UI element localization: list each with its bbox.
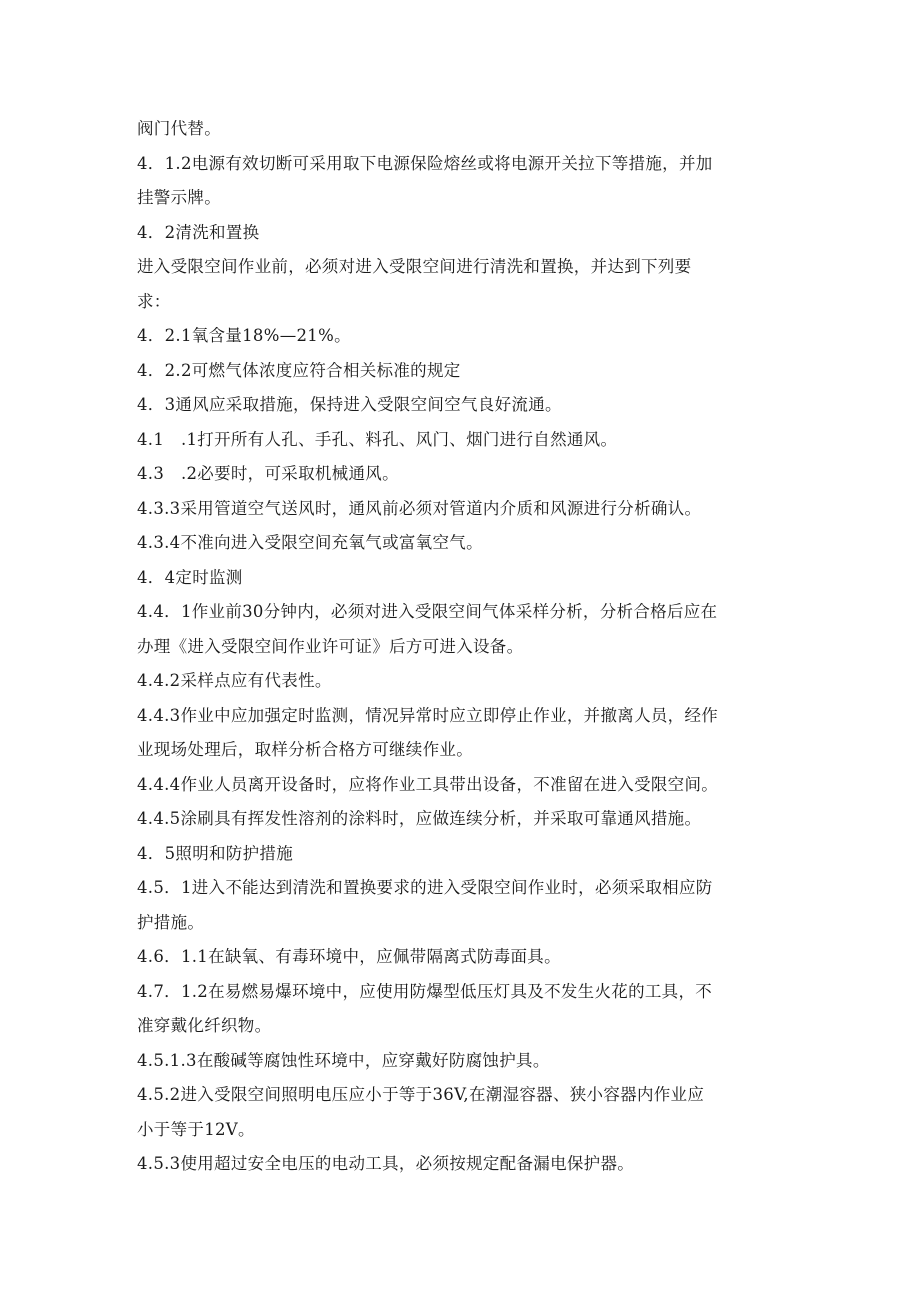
text-line: 4.5.2进入受限空间照明电压应小于等于36V,在潮湿容器、狭小容器内作业应: [137, 1085, 705, 1104]
text-line: 4.5.3使用超过安全电压的电动工具，必须按规定配备漏电保护器。: [137, 1154, 635, 1173]
text-line: 4.6．1.1在缺氧、有毒环境中，应佩带隔离式防毒面具。: [137, 947, 561, 966]
text-line: 4.3 .2必要时，可采取机械通风。: [137, 464, 399, 483]
text-line: 挂警示牌。: [137, 188, 221, 207]
text-line: 4.1 .1打开所有人孔、手孔、料孔、风门、烟门进行自然通风。: [137, 429, 618, 449]
text-line: 4.4．1作业前30分钟内，必须对进入受限空间气体采样分析，分析合格后应在: [137, 602, 718, 621]
text-line: 业现场处理后，取样分析合格方可继续作业。: [137, 740, 473, 759]
text-line: 办理《进入受限空间作业许可证》后方可进入设备。: [137, 636, 524, 656]
text-line: 4.5．1进入不能达到清洗和置换要求的进入受限空间作业时，必须采取相应防: [137, 878, 713, 897]
text-line: 4.5.1.3在酸碱等腐蚀性环境中，应穿戴好防腐蚀护具。: [137, 1050, 550, 1070]
section-heading: 4．4定时监测: [137, 567, 243, 587]
text-line: 4.4.4作业人员离开设备时，应将作业工具带出设备，不准留在进入受限空间。: [137, 774, 719, 794]
text-line: 4.7．1.2在易燃易爆环境中，应使用防爆型低压灯具及不发生火花的工具，不: [137, 981, 713, 1001]
text-line: 进入受限空间作业前，必须对进入受限空间进行清洗和置换，并达到下列要: [137, 257, 692, 276]
text-line: 4．1.2电源有效切断可采用取下电源保险熔丝或将电源开关拉下等措施，并加: [137, 153, 713, 173]
text-line: 4．2.2可燃气体浓度应符合相关标准的规定: [137, 360, 461, 380]
text-line: 4．2.1氧含量18%—21%。: [137, 326, 351, 345]
text-line: 4．3通风应采取措施，保持进入受限空间空气良好流通。: [137, 395, 562, 414]
text-line: 求：: [137, 291, 171, 311]
document-body: [137, 112, 787, 1182]
section-heading: 4．5照明和防护措施: [137, 843, 293, 863]
section-heading: 4．2清洗和置换: [137, 222, 260, 242]
text-line: 小于等于12V。: [137, 1119, 255, 1139]
text-line: 4.4.5涂刷具有挥发性溶剂的涂料时，应做连续分析，并采取可靠通风措施。: [137, 809, 702, 828]
text-line: 准穿戴化纤织物。: [137, 1016, 272, 1035]
text-line: 4.4.2采样点应有代表性。: [137, 671, 332, 690]
text-line: 4.3.3采用管道空气送风时，通风前必须对管道内介质和风源进行分析确认。: [137, 498, 702, 518]
text-line: 4.3.4不准向进入受限空间充氧气或富氧空气。: [137, 533, 483, 552]
text-line: 阀门代替。: [137, 119, 221, 138]
text-line: 护措施。: [137, 912, 205, 932]
text-line: 4.4.3作业中应加强定时监测，情况异常时应立即停止作业，并撤离人员，经作: [137, 705, 719, 725]
